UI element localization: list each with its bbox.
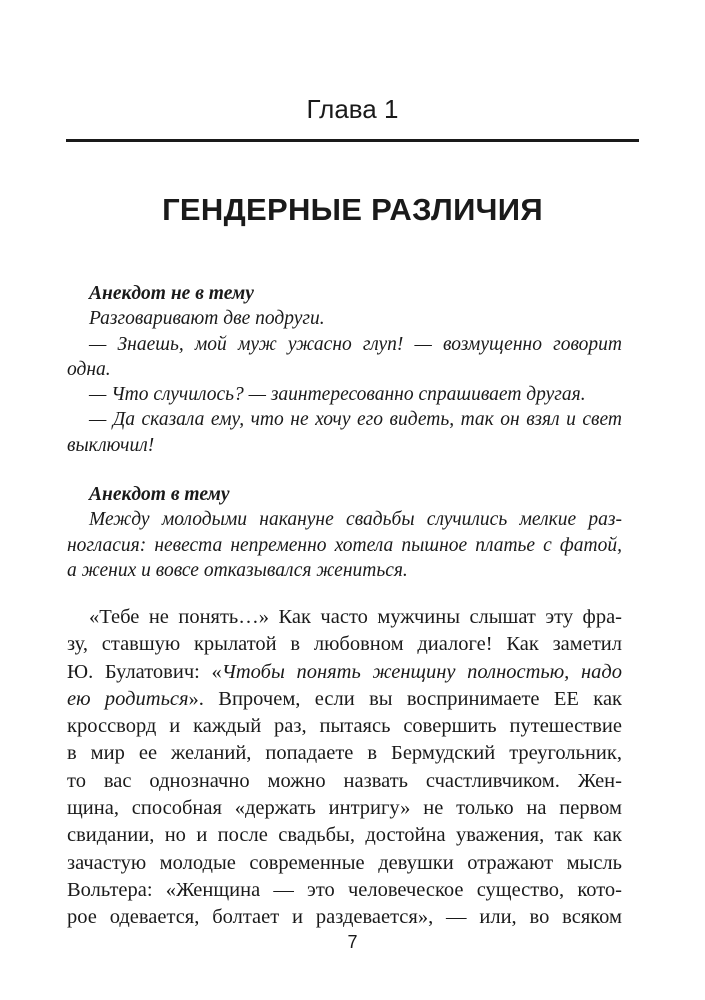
- body-text-span: Ю. Булатович: «: [67, 660, 222, 683]
- body-line: «Тебе не понять…» Как часто мужчины слышат эту фра-: [89, 606, 622, 628]
- body-line: зачастую молодые современные девушки отражают мысль: [67, 851, 622, 874]
- anecdote-line: — Да сказала ему, что не хочу его видеть, так он взял и свет: [89, 409, 622, 431]
- anecdote-line: одна.: [67, 358, 111, 380]
- anecdote-line: Между молодыми накануне свадьбы случились мелкие раз-: [89, 509, 622, 531]
- body-line: Вольтера: «Женщина — это человеческое существо, кото-: [67, 878, 622, 901]
- anecdote-heading: Анекдот в тему: [89, 484, 230, 505]
- body-text-span: ». Впрочем, если вы воспринимаете ЕЕ как: [188, 687, 622, 710]
- anecdote-line: — Что случилось? — заинтересованно спрашивает другая.: [89, 384, 586, 406]
- body-line: рое одевается, болтает и раздевается», — или, во всяком: [67, 906, 622, 929]
- chapter-divider: [66, 139, 639, 142]
- body-line: в мир ее желаний, попадаете в Бермудский треугольник,: [67, 742, 622, 765]
- anecdote-heading: Анекдот не в тему: [89, 283, 254, 304]
- anecdote-line: а жених и вовсе отказывался жениться.: [67, 559, 408, 581]
- anecdote-line: выключил!: [67, 434, 155, 456]
- body-paragraph: [67, 604, 622, 932]
- chapter-title: ГЕНДЕРНЫЕ РАЗЛИЧИЯ: [162, 192, 543, 227]
- anecdote-line: Разговаривают две подруги.: [89, 308, 325, 330]
- anecdote-on-topic: [67, 482, 622, 583]
- anecdote-line: — Знаешь, мой муж ужасно глуп! — возмущенно говорит: [89, 333, 622, 355]
- body-line: зу, ставшую крылатой в любовном диалоге! Как заметил: [67, 633, 622, 656]
- anecdote-off-topic: [67, 281, 622, 458]
- quote-italic: Чтобы понять женщину полностью, надо: [221, 660, 622, 683]
- quote-italic: ею родиться: [67, 687, 189, 710]
- body-line: кроссворд и каждый раз, пытаясь совершить путешествие: [67, 715, 622, 738]
- page-number: 7: [347, 932, 358, 952]
- body-line: [67, 659, 622, 686]
- anecdote-line: ногласия: невеста непременно хотела пышное платье с фатой,: [67, 534, 622, 556]
- body-line: [67, 686, 622, 713]
- body-line: свидании, но и после свадьбы, достойна уважения, так как: [67, 824, 622, 847]
- body-line: то вас однозначно можно назвать счастливчиком. Жен-: [67, 769, 622, 792]
- body-line: щина, способная «держать интригу» не только на первом: [67, 797, 622, 820]
- chapter-heading: Глава 1: [306, 94, 399, 124]
